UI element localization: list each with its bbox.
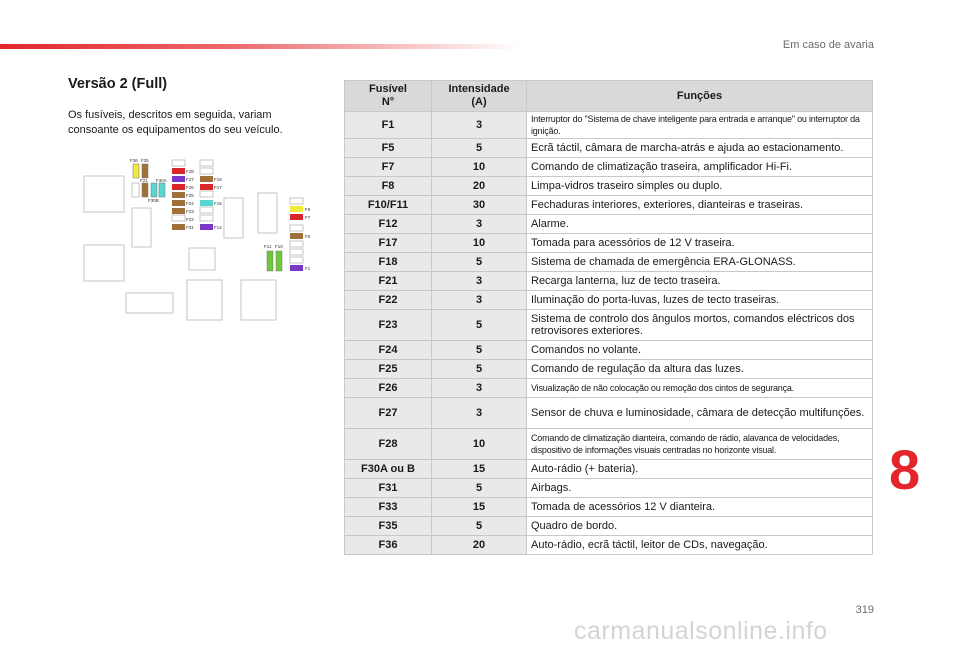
label-f30a: F30A	[156, 178, 167, 183]
cell-fuse: F33	[345, 498, 432, 517]
table-row	[345, 112, 873, 139]
cell-function: Sistema de controlo dos ângulos mortos, comandos eléctricos dos retrovisores exteriores.	[527, 310, 873, 341]
cell-fuse: F18	[345, 253, 432, 272]
cell-fuse: F5	[345, 139, 432, 158]
table-row	[345, 196, 873, 215]
label-f21: F21	[140, 178, 148, 183]
cell-function: Auto-rádio, ecrã táctil, leitor de CDs, navegação.	[527, 536, 873, 555]
fuse-slot	[290, 257, 303, 263]
label-f28: F28	[186, 169, 194, 174]
fuse-slot	[200, 160, 213, 166]
fuse-f12	[200, 224, 213, 230]
table-row	[345, 536, 873, 555]
cell-function: Auto-rádio (+ bateria).	[527, 460, 873, 479]
cell-amperage: 3	[432, 112, 527, 139]
header-functions: Funções	[527, 81, 873, 112]
table-header-row	[345, 81, 873, 112]
table-row	[345, 379, 873, 398]
cell-function: Sistema de chamada de emergência ERA-GLONASS.	[527, 253, 873, 272]
label-f10: F10	[275, 244, 283, 249]
cell-fuse: F26	[345, 379, 432, 398]
cell-amperage: 3	[432, 272, 527, 291]
label-f5: F5	[305, 234, 311, 239]
fuse-slot	[172, 160, 185, 166]
cell-fuse: F28	[345, 429, 432, 460]
cell-amperage: 10	[432, 234, 527, 253]
label-f30b: F30B	[148, 198, 159, 203]
fuse-f5	[290, 233, 303, 239]
fuse-f26	[172, 184, 185, 190]
cell-amperage: 5	[432, 310, 527, 341]
relay-outline	[126, 293, 173, 313]
label-f7: F7	[305, 215, 311, 220]
cell-amperage: 15	[432, 498, 527, 517]
table-row	[345, 517, 873, 536]
page-heading: Versão 2 (Full)	[68, 76, 168, 92]
cell-function: Tomada para acessórios de 12 V traseira.	[527, 234, 873, 253]
cell-function: Comando de regulação da altura das luzes.	[527, 360, 873, 379]
cell-amperage: 5	[432, 479, 527, 498]
cell-amperage: 3	[432, 379, 527, 398]
cell-fuse: F31	[345, 479, 432, 498]
fuse-f24	[172, 200, 185, 206]
label-f17: F17	[214, 185, 222, 190]
table-row	[345, 398, 873, 429]
table-row	[345, 310, 873, 341]
fuse-f30b	[159, 183, 165, 197]
fuse-slot	[200, 191, 213, 197]
fuse-f11	[267, 251, 273, 271]
cell-fuse: F7	[345, 158, 432, 177]
cell-amperage: 5	[432, 341, 527, 360]
fuse-slot	[290, 249, 303, 255]
cell-amperage: 30	[432, 196, 527, 215]
relay-outline	[132, 208, 151, 247]
cell-function: Ecrã táctil, câmara de marcha-atrás e ajuda ao estacionamento.	[527, 139, 873, 158]
fuse-f8	[290, 206, 303, 212]
label-f15: F15	[214, 201, 222, 206]
fuse-box-diagram	[80, 155, 320, 325]
table-row	[345, 498, 873, 517]
fuse-f25	[172, 192, 185, 198]
cell-function: Limpa-vidros traseiro simples ou duplo.	[527, 177, 873, 196]
cell-amperage: 3	[432, 291, 527, 310]
chapter-number: 8	[889, 438, 921, 501]
fuse-slot	[200, 168, 213, 174]
cell-function: Comandos no volante.	[527, 341, 873, 360]
label-f36: F36	[130, 158, 138, 163]
table-row	[345, 460, 873, 479]
label-f27: F27	[186, 177, 194, 182]
cell-amperage: 5	[432, 139, 527, 158]
relay-outline	[241, 280, 276, 320]
fuse-slot	[172, 215, 185, 221]
cell-amperage: 15	[432, 460, 527, 479]
table-row	[345, 360, 873, 379]
cell-amperage: 10	[432, 158, 527, 177]
cell-function: Comando de climatização traseira, amplificador Hi-Fi.	[527, 158, 873, 177]
cell-fuse: F17	[345, 234, 432, 253]
fuse-f18	[200, 176, 213, 182]
fuse-f35	[142, 164, 148, 178]
label-f35: F35	[141, 158, 149, 163]
cell-amperage: 20	[432, 536, 527, 555]
cell-amperage: 10	[432, 429, 527, 460]
cell-function: Iluminação do porta-luvas, luzes de tecto traseiras.	[527, 291, 873, 310]
fuse-slot	[200, 207, 213, 213]
fuse-f21	[142, 183, 148, 197]
label-f26: F26	[186, 185, 194, 190]
cell-fuse: F23	[345, 310, 432, 341]
table-row	[345, 177, 873, 196]
label-f23: F23	[186, 209, 194, 214]
fuse-slot	[200, 215, 213, 221]
relay-outline	[84, 176, 124, 212]
fuse-f10	[276, 251, 282, 271]
table-row	[345, 479, 873, 498]
table-row	[345, 429, 873, 460]
fuse-table	[344, 80, 873, 555]
cell-function: Quadro de bordo.	[527, 517, 873, 536]
cell-fuse: F1	[345, 112, 432, 139]
fuse-f23	[172, 208, 185, 214]
fuse-f31	[172, 224, 185, 230]
cell-fuse: F35	[345, 517, 432, 536]
label-f25: F25	[186, 193, 194, 198]
relay-outline	[258, 193, 277, 233]
fuse-slot	[290, 241, 303, 247]
table-row	[345, 253, 873, 272]
label-f8: F8	[305, 207, 311, 212]
relay-outline	[84, 245, 124, 281]
cell-function: Alarme.	[527, 215, 873, 234]
cell-amperage: 20	[432, 177, 527, 196]
cell-fuse: F25	[345, 360, 432, 379]
label-f11: F11	[264, 244, 272, 249]
fuse-f7	[290, 214, 303, 220]
table-row	[345, 272, 873, 291]
fuse-f27	[172, 176, 185, 182]
cell-fuse: F10/F11	[345, 196, 432, 215]
cell-fuse: F8	[345, 177, 432, 196]
watermark-text: carmanualsonline.info	[574, 617, 828, 645]
table-row	[345, 291, 873, 310]
label-f22: F22	[186, 217, 194, 222]
cell-function: Visualização de não colocação ou remoção dos cintos de segurança.	[527, 379, 873, 398]
label-f12: F12	[214, 225, 222, 230]
table-row	[345, 234, 873, 253]
table-row	[345, 341, 873, 360]
label-f24: F24	[186, 201, 194, 206]
fuse-f36	[133, 164, 139, 178]
cell-function: Sensor de chuva e luminosidade, câmara de detecção multifunções.	[527, 398, 873, 429]
fuse-f28	[172, 168, 185, 174]
intro-text: Os fusíveis, descritos em seguida, variam consoante os equipamentos do seu veículo.	[68, 109, 283, 136]
cell-fuse: F30A ou B	[345, 460, 432, 479]
cell-function: Interruptor do "Sistema de chave inteligente para entrada e arranque" ou interruptor da ignição.	[527, 112, 873, 139]
label-f18: F18	[214, 177, 222, 182]
cell-function: Comando de climatização dianteira, comando de rádio, alavanca de velocidades, dispositivo de informações visuais centradas no horizonte visual.	[527, 429, 873, 460]
table-row	[345, 215, 873, 234]
relay-outline	[189, 248, 215, 270]
relay-outline	[187, 280, 222, 320]
cell-amperage: 5	[432, 360, 527, 379]
cell-fuse: F27	[345, 398, 432, 429]
section-title: Em caso de avaria	[782, 39, 874, 51]
header-amperage: Intensidade (A)	[432, 81, 527, 112]
cell-function: Recarga lanterna, luz de tecto traseira.	[527, 272, 873, 291]
fuse-slot	[132, 183, 139, 197]
header-accent-bar	[0, 44, 520, 49]
cell-amperage: 5	[432, 517, 527, 536]
fuse-f1	[290, 265, 303, 271]
fuse-f17	[200, 184, 213, 190]
fuse-slot	[290, 198, 303, 204]
fuse-slot	[290, 225, 303, 231]
cell-amperage: 5	[432, 253, 527, 272]
fuse-f15	[200, 200, 213, 206]
cell-function: Fechaduras interiores, exteriores, dianteiras e traseiras.	[527, 196, 873, 215]
cell-function: Airbags.	[527, 479, 873, 498]
table-row	[345, 158, 873, 177]
page-number: 319	[855, 604, 874, 616]
table-row	[345, 139, 873, 158]
cell-fuse: F12	[345, 215, 432, 234]
cell-amperage: 3	[432, 398, 527, 429]
fuse-f30a	[151, 183, 157, 197]
cell-fuse: F21	[345, 272, 432, 291]
cell-fuse: F36	[345, 536, 432, 555]
cell-fuse: F22	[345, 291, 432, 310]
relay-outline	[224, 198, 243, 238]
cell-fuse: F24	[345, 341, 432, 360]
cell-function: Tomada de acessórios 12 V dianteira.	[527, 498, 873, 517]
header-fuse: Fusível N°	[345, 81, 432, 112]
cell-amperage: 3	[432, 215, 527, 234]
label-f31: F31	[186, 225, 194, 230]
label-f1: F1	[305, 266, 311, 271]
